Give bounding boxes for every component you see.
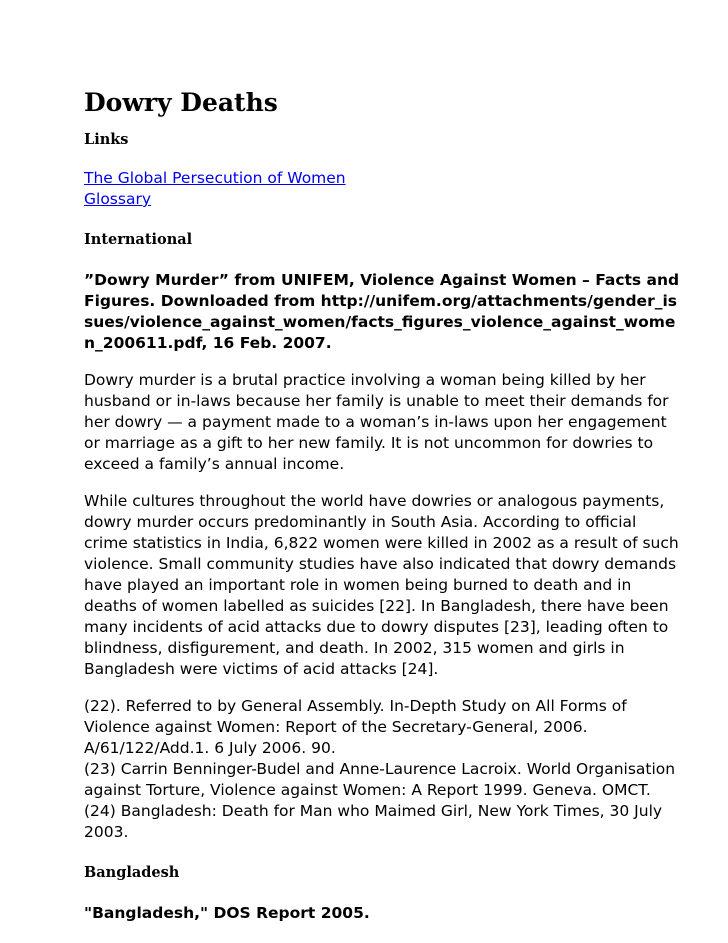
international-heading: International bbox=[84, 231, 193, 248]
paragraph-south-asia: While cultures throughout the world have dowries or analogous payments, dowry murder occurs predominantly in South Asia. According to official crime statistics in India, 6,822 women were killed in 2002 as a result of such violence. Small community studies have also indicated that dowry demands have played an important role in women being burned to death and in deaths of women labelled as suicides [22]. In Bangladesh, there have been many incidents of acid attacks due to dowry disputes [23], leading often to blindness, disfigurement, and death. In 2002, 315 women and girls in Bangladesh were victims of acid attacks [24]. bbox=[84, 492, 679, 678]
footnotes bbox=[84, 696, 684, 843]
links-heading: Links bbox=[84, 131, 129, 148]
bangladesh-heading: Bangladesh bbox=[84, 864, 180, 881]
source-citation: ”Dowry Murder” from UNIFEM, Violence Against Women – Facts and Figures. Downloaded from http://unifem.org/attachments/gender_issues/violence_against_women/facts_figures_violence_against_women_200611.pdf, 16 Feb. 2007. bbox=[84, 271, 680, 352]
paragraph-dowry-murder: Dowry murder is a brutal practice involving a woman being killed by her husband or in-laws because her family is unable to meet their demands for her dowry — a payment made to a woman’s in-laws upon her engagement or marriage as a gift to her new family. It is not uncommon for dowries to exceed a family’s annual income. bbox=[84, 371, 669, 473]
footnote-22: (22). Referred to by General Assembly. In-Depth Study on All Forms of Violence against Women: Report of the Secretary-General, 2006. A/61/122/Add.1. 6 July 2006. 90. bbox=[84, 697, 627, 757]
document-page bbox=[84, 88, 684, 924]
link-global-persecution[interactable]: The Global Persecution of Women bbox=[84, 169, 346, 187]
footnote-23: (23) Carrin Benninger-Budel and Anne-Laurence Lacroix. World Organisation against Torture, Violence against Women: A Report 1999. Geneva. OMCT. bbox=[84, 760, 676, 799]
link-glossary[interactable]: Glossary bbox=[84, 190, 151, 208]
page-title: Dowry Deaths bbox=[84, 88, 278, 117]
links-list bbox=[84, 168, 684, 210]
bangladesh-source: "Bangladesh," DOS Report 2005. bbox=[84, 904, 370, 922]
footnote-24: (24) Bangladesh: Death for Man who Maimed Girl, New York Times, 30 July 2003. bbox=[84, 802, 663, 841]
